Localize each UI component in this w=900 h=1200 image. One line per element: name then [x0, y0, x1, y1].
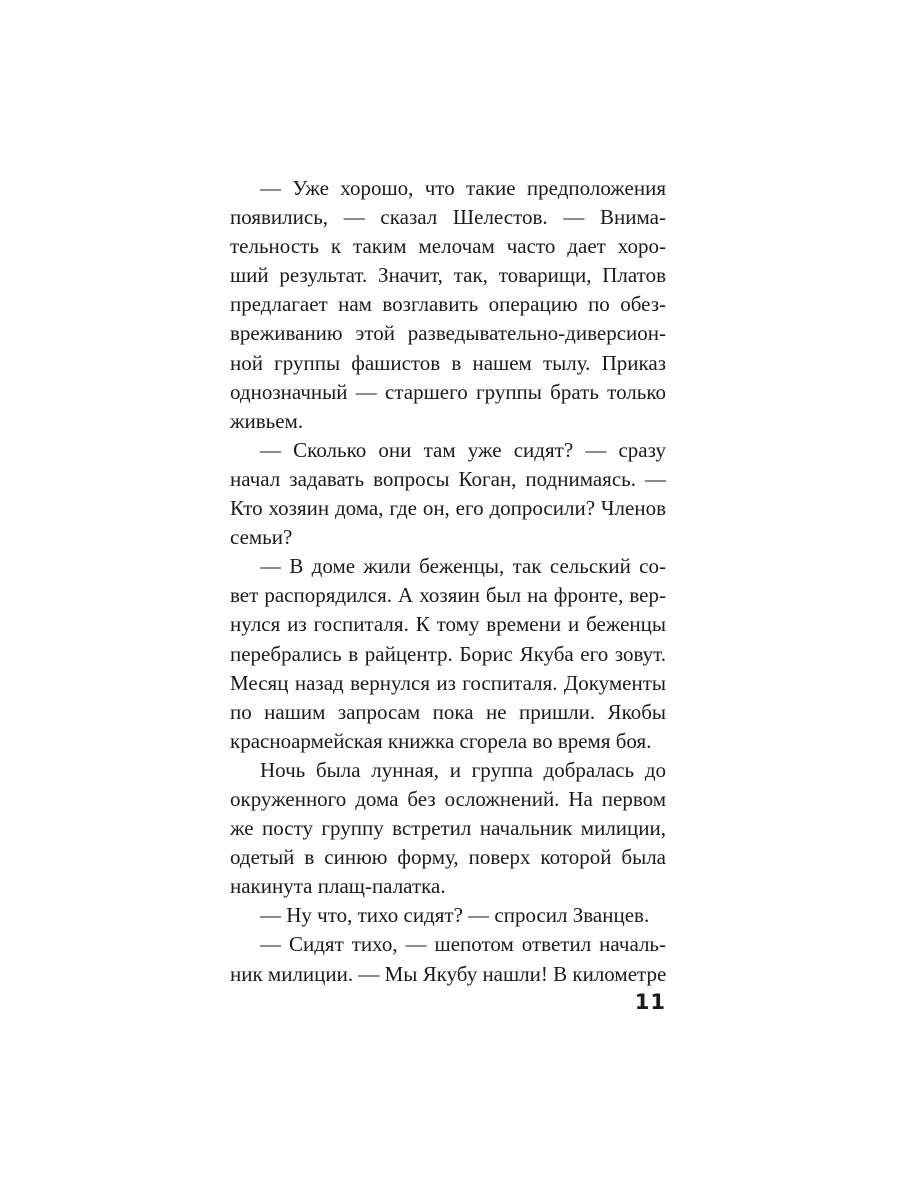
text-line: вреживанию этой разведывательно-диверсион-	[230, 321, 666, 346]
text-line: — Ну что, тихо сидят? — спросил Званцев.	[260, 903, 650, 928]
text-line: по нашим запросам пока не пришли. Якобы	[230, 699, 666, 724]
text-line: появились, — сказал Шелестов. — Внима-	[230, 205, 666, 230]
text-line: — Сколько они там уже сидят? — сразу	[260, 437, 666, 462]
text-line: Кто хозяин дома, где он, его допросили? Членов	[230, 496, 666, 521]
text-line: тельность к таким мелочам часто дает хоро-	[230, 234, 666, 259]
text-line: ной группы фашистов в нашем тылу. Приказ	[230, 350, 666, 375]
text-line: одетый в синюю форму, поверх которой была	[230, 845, 666, 870]
text-line: Ночь была лунная, и группа добралась до	[260, 757, 666, 782]
text-line: красноармейская книжка сгорела во время боя.	[230, 728, 652, 753]
text-line: окруженного дома без осложнений. На первом	[230, 786, 666, 811]
text-line: предлагает нам возглавить операцию по обез-	[230, 292, 666, 317]
text-line: — Уже хорошо, что такие предположения	[260, 176, 666, 200]
text-line: однозначный — старшего группы брать только	[230, 379, 666, 404]
text-line: — Сидят тихо, — шепотом ответил началь-	[260, 932, 666, 957]
text-line: Месяц назад вернулся из госпиталя. Документы	[230, 670, 666, 695]
body-text	[230, 174, 666, 989]
text-line: перебрались в райцентр. Борис Якуба его зовут.	[230, 641, 666, 666]
text-line: ший результат. Значит, так, товарищи, Платов	[230, 263, 666, 288]
text-line: ник милиции. — Мы Якубу нашли! В километре	[230, 961, 667, 986]
text-line: накинута плащ-палатка.	[230, 874, 446, 899]
text-line: нулся из госпиталя. К тому времени и беженцы	[230, 612, 666, 637]
text-line: вет распорядился. А хозяин был на фронте, вер-	[230, 583, 666, 608]
text-line: — В доме жили беженцы, так сельский со-	[260, 554, 666, 579]
text-line: семьи?	[230, 525, 293, 550]
text-line: же посту группу встретил начальник милиции,	[230, 816, 666, 841]
text-line: живьем.	[230, 408, 304, 433]
page-number: 11	[634, 990, 666, 1014]
text-line: начал задавать вопросы Коган, поднимаясь. —	[230, 466, 666, 491]
